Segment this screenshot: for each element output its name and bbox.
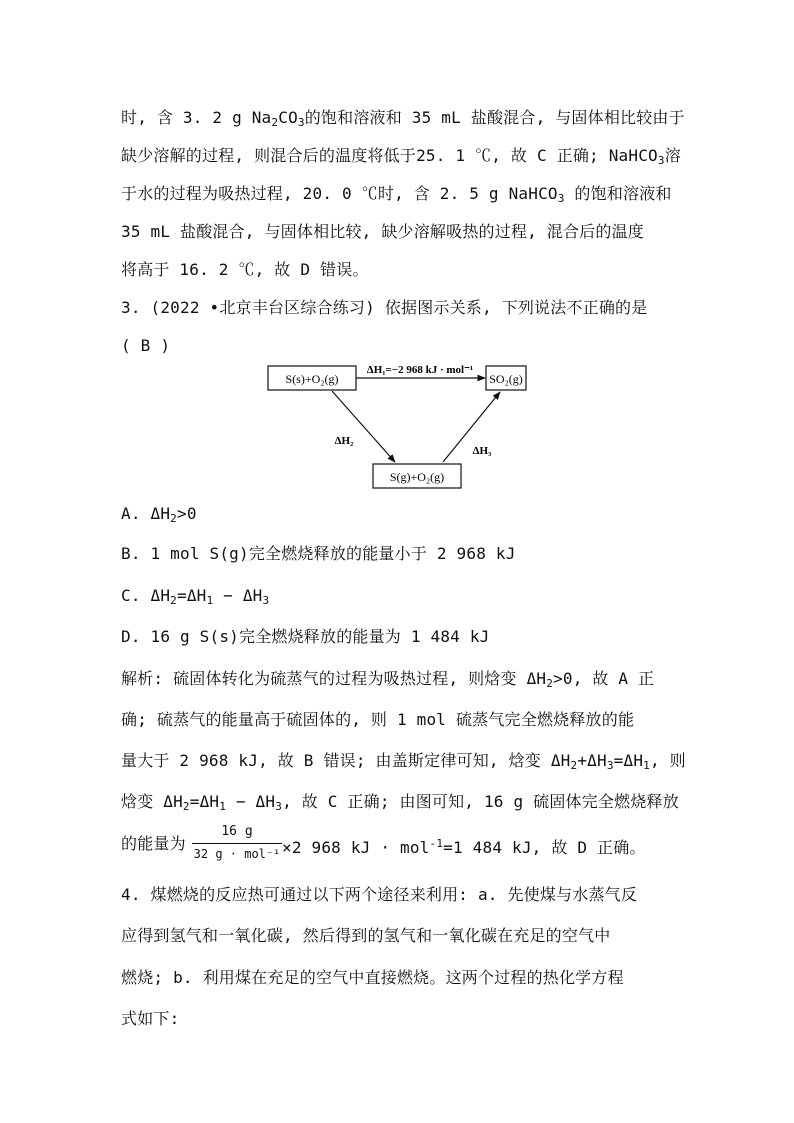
analysis-line: 的能量为 [121,834,186,853]
text-run: CO [278,108,298,127]
subscript: 3 [297,116,305,129]
text-run: 量大于 2 968 kJ, 故 B 错误; 由盖斯定律可知, 焓变 ΔH [121,751,571,770]
subscript: 3 [275,800,283,813]
fraction [192,822,282,866]
text-run: 焓变 ΔH [121,792,183,811]
question-4-line: 燃烧; b. 利用煤在充足的空气中直接燃烧。这两个过程的热化学方程 [121,968,624,987]
arrow-dh2 [332,391,395,462]
text-run: ×2 968 kJ · mol [282,838,430,857]
text-run: 于水的过程为吸热过程, 20. 0 ℃时, 含 2. 5 g NaHCO [121,184,558,203]
text-run: A. ΔH [121,504,171,523]
subscript: 2 [170,512,177,525]
subscript: 2 [182,800,190,813]
text-run: 缺少溶解的过程, 则混合后的温度将低于25. 1 ℃, 故 C 正确; NaHCO [121,146,658,165]
superscript: -1 [429,837,444,850]
text-run: >0, 故 A 正 [553,669,655,688]
fraction-bar [192,843,282,844]
text-run: 的饱和溶液和 35 mL 盐酸混合, 与固体相比较由于 [304,108,685,127]
text-line [121,141,681,171]
text-run: +ΔH [577,751,607,770]
text-run: 时, 含 3. 2 g Na [121,108,272,127]
fraction-denominator: 32 g · mol⁻¹ [193,847,281,861]
text-run: =ΔH [177,586,207,605]
question-4-line: 4. 煤燃烧的反应热可通过以下两个途径来利用: a. 先使煤与水蒸气反 [121,885,638,904]
box-left-label: S(s)+O₂(g) [285,372,339,386]
analysis-line [121,746,686,776]
question-3-stem: 3. (2022 •北京丰台区综合练习) 依据图示关系, 下列说法不正确的是 [121,298,648,317]
subscript: 3 [606,759,614,772]
subscript: 3 [557,192,565,205]
text-line [121,103,685,133]
analysis-line: 确; 硫蒸气的能量高于硫固体的, 则 1 mol 硫蒸气完全燃烧释放的能 [121,710,635,729]
text-run: , 则 [649,751,686,770]
question-4-line: 式如下: [121,1009,180,1028]
text-run: =1 484 kJ, 故 D 正确。 [443,838,646,857]
text-run: 溶 [664,146,681,165]
text-run: =ΔH [189,792,220,811]
option-b: B. 1 mol S(g)完全燃烧释放的能量小于 2 968 kJ [121,544,516,563]
analysis-line [121,787,681,817]
text-run: − ΔH [213,586,263,605]
box-bottom-label: S(g)+O₂(g) [389,470,445,484]
option-c [121,581,681,611]
dh2-label: ΔH₂ [334,435,354,447]
subscript: 3 [657,154,665,167]
option-a [121,499,681,529]
subscript: 1 [206,594,214,607]
question-4-line: 应得到氢气和一氧化碳, 然后得到的氢气和一氧化碳在充足的空气中 [121,926,611,945]
text-line: 35 mL 盐酸混合, 与固体相比较, 缺少溶解吸热的过程, 混合后的温度 [121,222,644,241]
subscript: 2 [570,759,578,772]
text-line [121,179,681,209]
text-run: C. ΔH [121,586,171,605]
fraction-numerator: 16 g [221,824,253,839]
box-right-label: SO₂(g) [489,372,523,386]
subscript: 1 [643,759,650,772]
text-run: 的饱和溶液和 [564,184,672,203]
arrow-dh3 [443,392,500,462]
text-run: 解析: 硫固体转化为硫蒸气的过程为吸热过程, 则焓变 ΔH [121,669,547,688]
subscript: 2 [170,594,177,607]
subscript: 2 [546,677,554,690]
subscript: 3 [262,594,270,607]
text-run: − ΔH [226,792,276,811]
text-run: >0 [177,504,197,523]
analysis-line [282,829,682,859]
option-d: D. 16 g S(s)完全燃烧释放的能量为 1 484 kJ [121,627,490,646]
subscript: 2 [271,116,279,129]
analysis-line [121,664,681,694]
dh3-label: ΔH₃ [472,445,492,457]
subscript: 1 [219,800,227,813]
dh1-label: ΔH₁=−2 968 kJ · mol⁻¹ [366,364,474,376]
question-3-answer: ( B ) [121,336,171,355]
text-run: , 故 C 正确; 由图可知, 16 g 硫固体完全燃烧释放 [282,792,679,811]
energy-cycle-diagram [260,358,550,494]
text-run: =ΔH [613,751,644,770]
text-line: 将高于 16. 2 ℃, 故 D 错误。 [121,260,369,279]
